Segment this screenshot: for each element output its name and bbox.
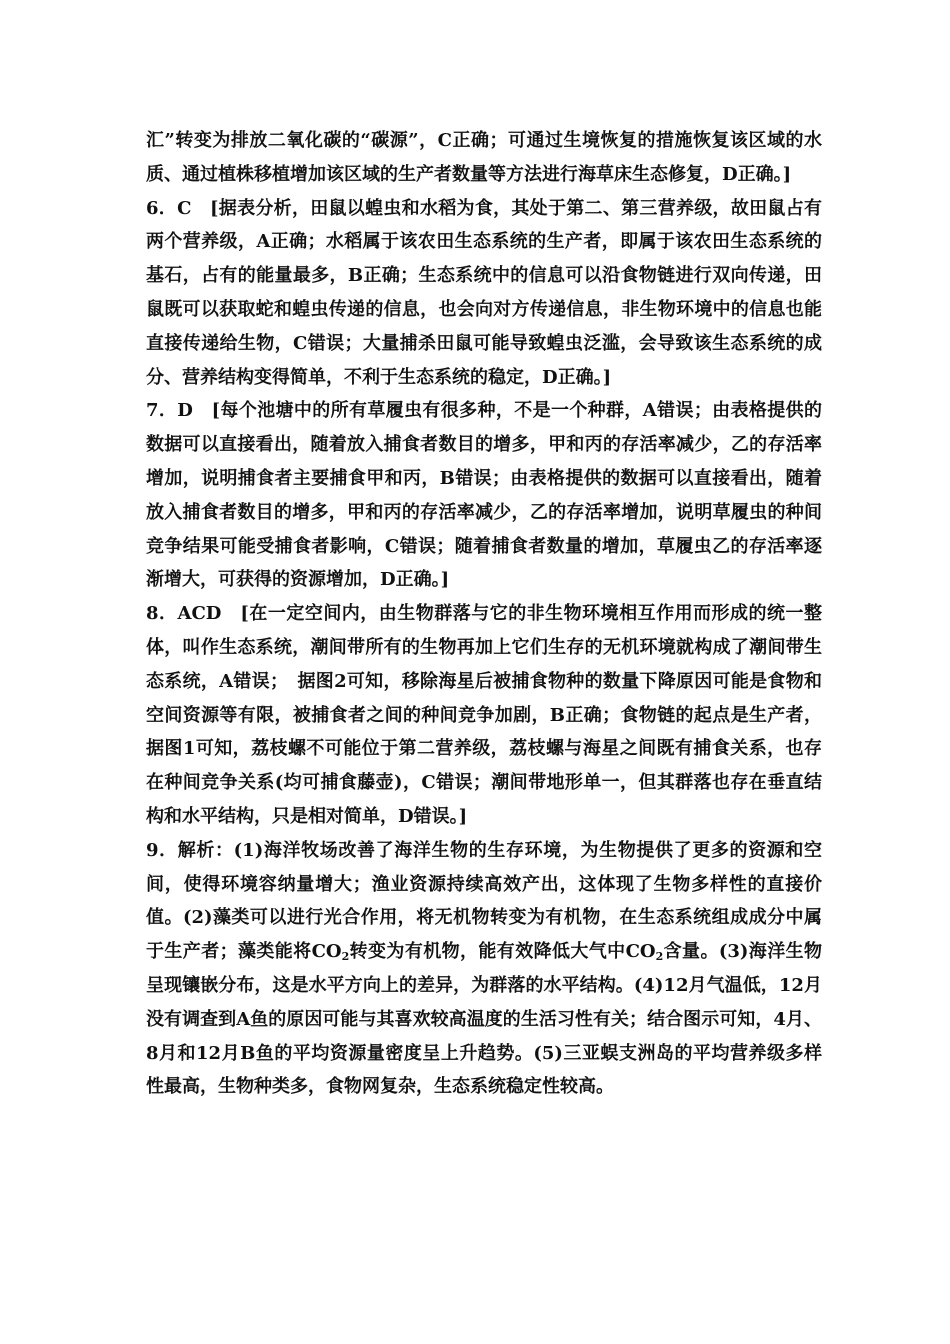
paragraph-q8 [146,597,822,834]
text-run: 9．解析：(1)海洋牧场改善了海洋生物的生存环境，为生物提供了更多的资源和空间，使得环境容纳量增大；渔业资源持续高效产出，这体现了生物多样性的直接价值。(2)藻类可以进行光合作用，将无机物转变为有机物，在生态系统组成成分中属于生产者；藻类能将CO [146,839,822,963]
subscript: 2 [655,950,664,964]
text-run: 8．ACD [在一定空间内，由生物群落与它的非生物环境相互作用而形成的统一整体，叫作生态系统，潮间带所有的生物再加上它们生存的无机环境就构成了潮间带生态系统，A错误； 据图2可知，移除海星后被捕食物种的数量下降原因可能是食物和空间资源等有限，被捕食者之间的种间竞争加剧，B正确；食物链的起点是生产者，据图1可知，荔枝螺不可能位于第二营养级，荔枝螺与海星之间既有捕食关系，也存在种间竞争关系(均可捕食藤壶)，C错误；潮间带地形单一，但其群落也存在垂直结构和水平结构，只是相对简单，D错误。] [146,603,822,827]
paragraph-q9 [146,834,822,1104]
answer-text-body [146,124,822,1104]
text-run: 7．D [每个池塘中的所有草履虫有很多种，不是一个种群，A错误；由表格提供的数据可以直接看出，随着放入捕食者数目的增多，甲和丙的存活率减少，乙的存活率增加，说明捕食者主要捕食甲和丙，B错误；由表格提供的数据可以直接看出，随着放入捕食者数目的增多，甲和丙的存活率减少，乙的存活率增加，说明草履虫的种间竞争结果可能受捕食者影响，C错误；随着捕食者数量的增加，草履虫乙的存活率逐渐增大，可获得的资源增加，D正确。] [146,400,822,591]
text-run: 汇”转变为排放二氧化碳的“碳源”，C正确；可通过生境恢复的措施恢复该区域的水质、通过植株移植增加该区域的生产者数量等方法进行海草床生态修复，D正确。] [146,130,822,185]
paragraph-q6 [146,192,822,395]
text-run: 转变为有机物，能有效降低大气中CO [349,941,656,963]
paragraph-q5-tail [146,124,822,192]
text-run: 6．C [据表分析，田鼠以蝗虫和水稻为食，其处于第二、第三营养级，故田鼠占有两个营养级，A正确；水稻属于该农田生态系统的生产者，即属于该农田生态系统的基石，占有的能量最多，B正确；生态系统中的信息可以沿食物链进行双向传递，田鼠既可以获取蛇和蝗虫传递的信息，也会向对方传递信息，非生物环境中的信息也能直接传递给生物，C错误；大量捕杀田鼠可能导致蝗虫泛滥，会导致该生态系统的成分、营养结构变得简单，不利于生态系统的稳定，D正确。] [146,197,822,388]
text-run: 含量。(3)海洋生物呈现镶嵌分布，这是水平方向上的差异，为群落的水平结构。(4)12月气温低，12月没有调查到A鱼的原因可能与其喜欢较高温度的生活习性有关；结合图示可知，4月、8月和12月B鱼的平均资源量密度呈上升趋势。(5)三亚蜈支洲岛的平均营养级多样性最高，生物种类多，食物网复杂，生态系统稳定性较高。 [146,941,822,1098]
subscript: 2 [341,950,350,964]
paragraph-q7 [146,394,822,597]
